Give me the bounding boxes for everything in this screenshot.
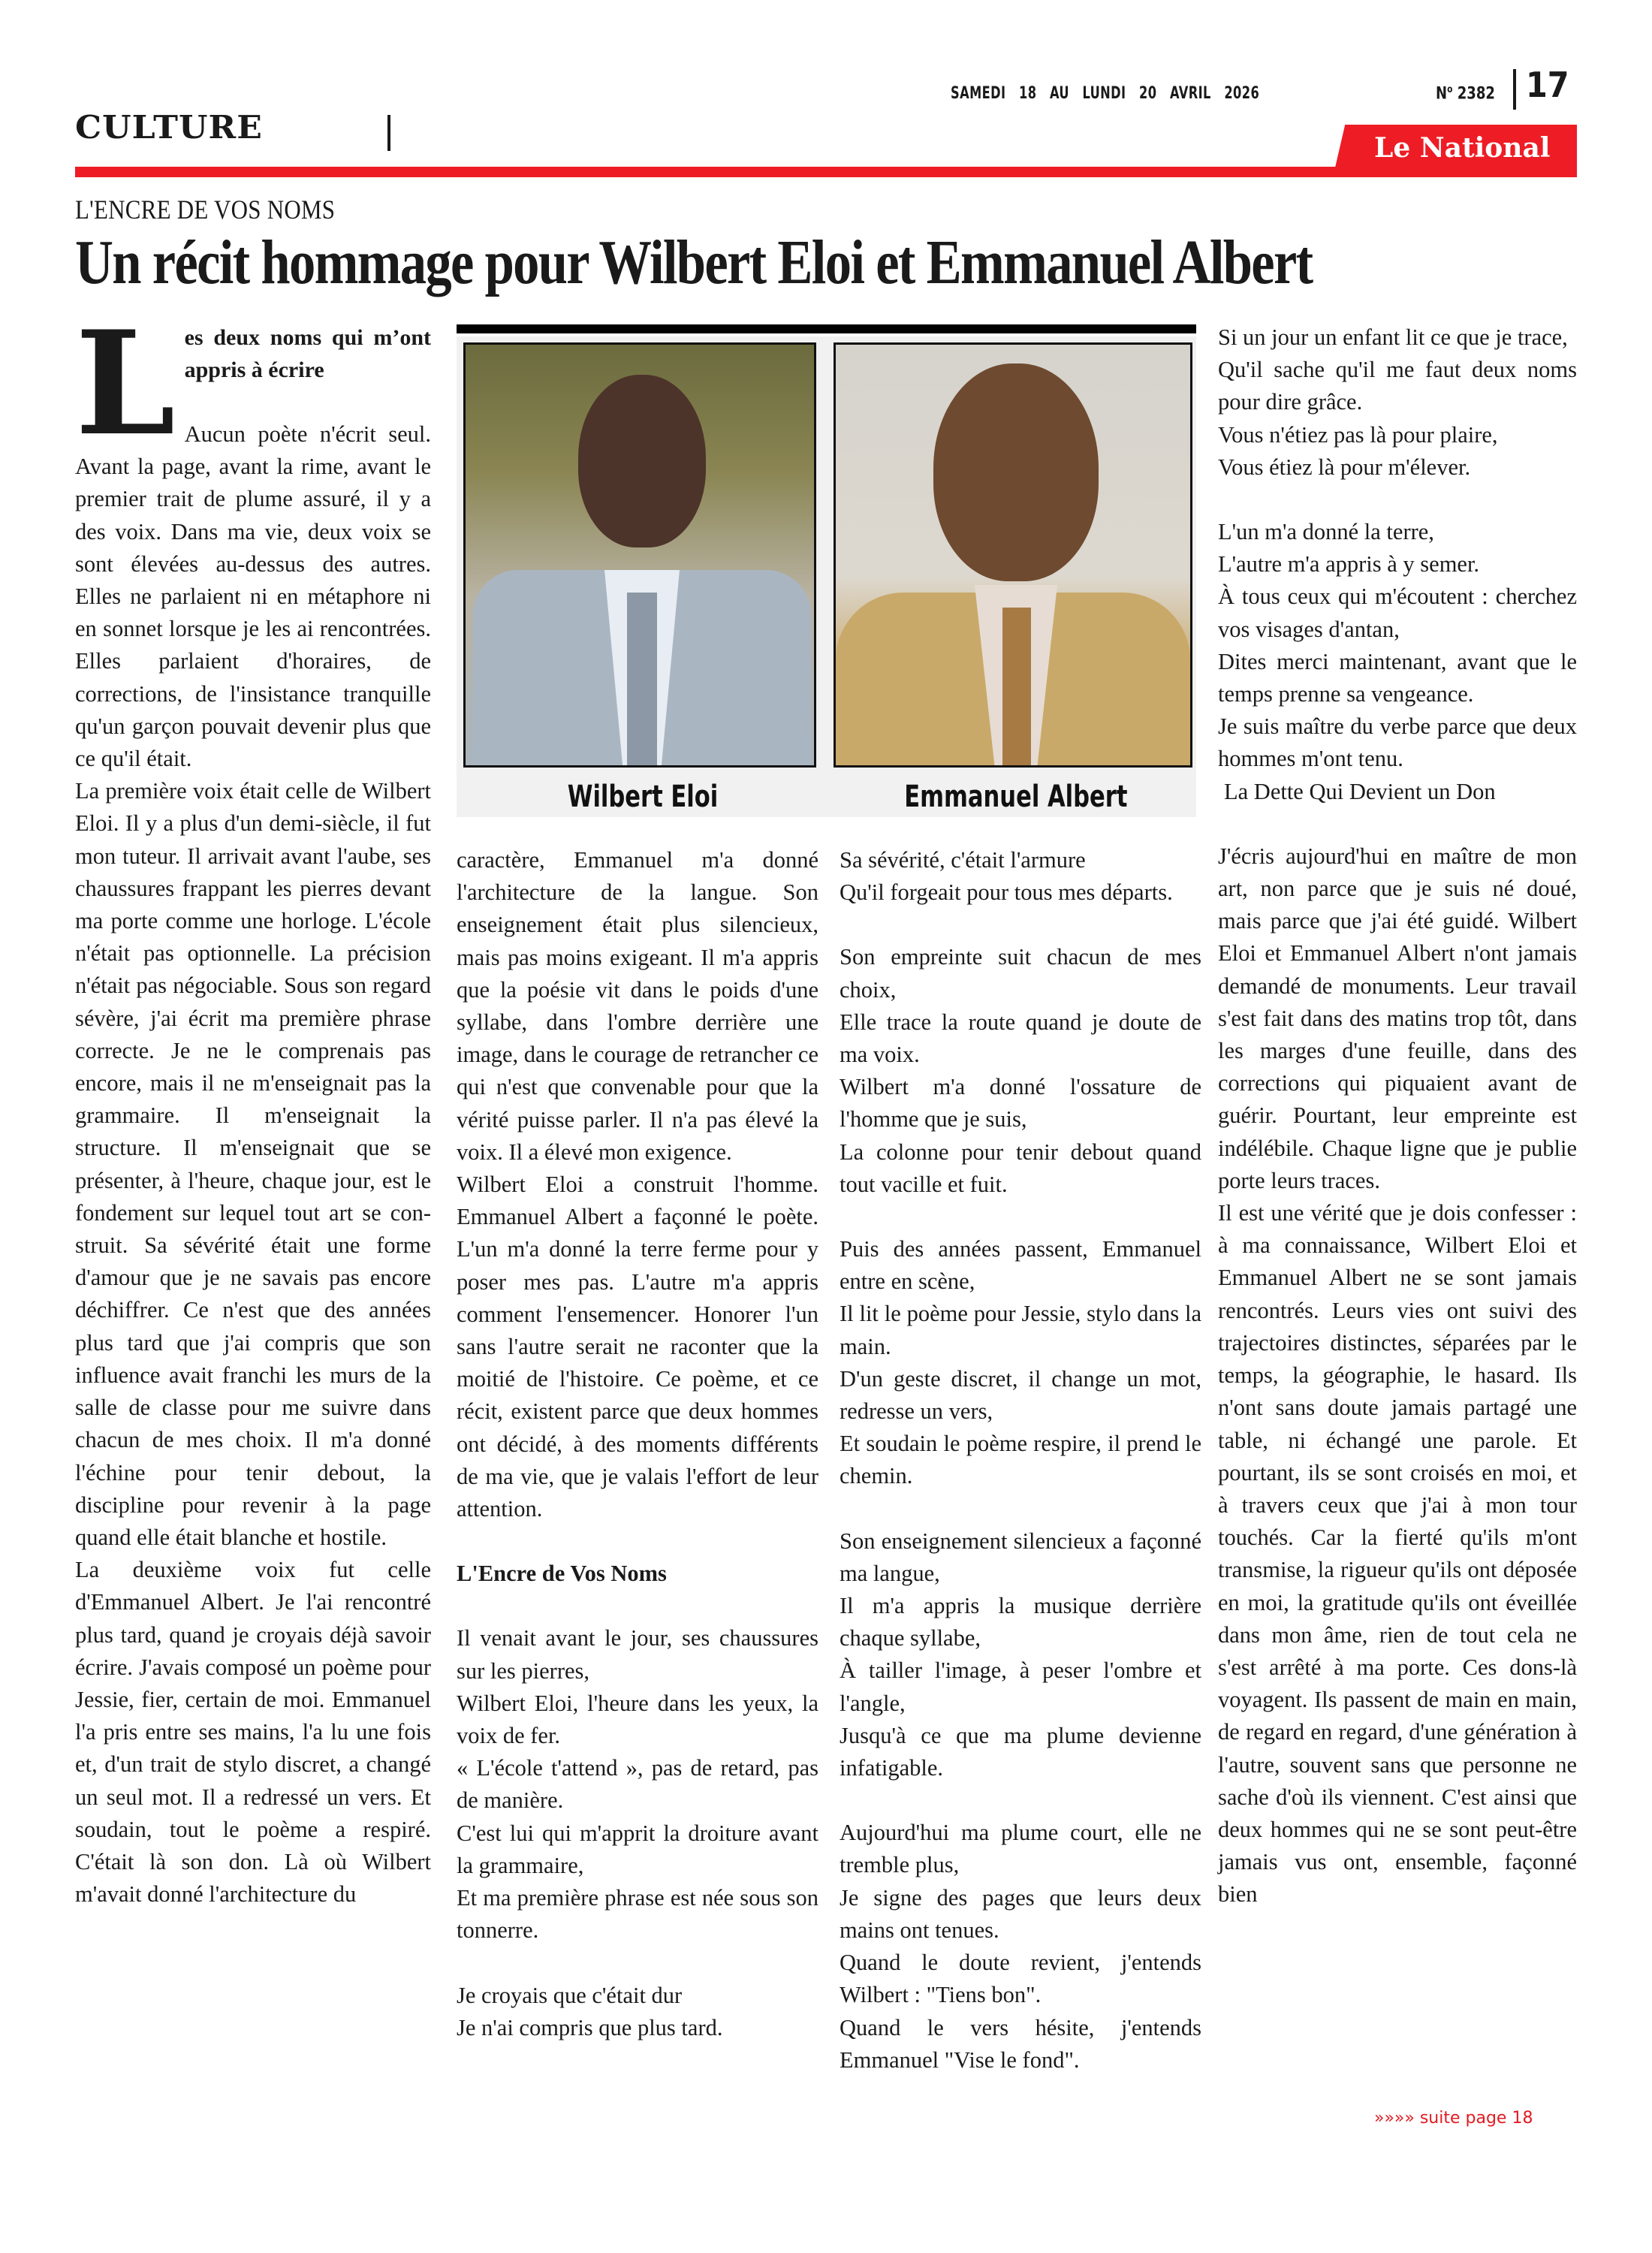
verse-line: Puis des années passent, Emmanuel entre en scène, — [840, 1236, 1201, 1295]
stanza — [840, 941, 1201, 1201]
verse-line: Son enseignement silencieux a façonné ma langue, — [840, 1528, 1201, 1586]
issue-prefix: N — [1436, 84, 1448, 104]
verse-line: « L'école t'attend », pas de retard, pas de manière. — [457, 1755, 818, 1814]
page-number: 17 — [1526, 65, 1569, 105]
spacer — [840, 909, 1201, 941]
spacer — [457, 1947, 818, 1980]
verse-line: Je croyais que c'était dur — [457, 1982, 683, 2008]
verse-line: Et soudain le poème respire, il prend le chemin. — [840, 1431, 1201, 1489]
verse-line: À tailler l'image, à peser l'ombre et l'angle, — [840, 1657, 1201, 1716]
continuation-link[interactable]: »»»» suite page 18 — [1374, 2109, 1533, 2128]
paragraph: La deuxième voix fut celle d'Emmanuel Albert. Je l'ai rencontré plus tard, quand je croyais déjà savoir écrire. J'avais composé un poème pour Jessie, fier, certain de moi. Emmanuel l'a pris entre ses mains, l'a lu une fois et, d'un trait de stylo discret, a changé un seul mot. Il a redressé un vers. Et soudain, tout le poème a respiré. C'était là son don. Là où Wilbert m'avait donné l'architecture du — [75, 1557, 431, 1908]
stanza — [1218, 516, 1577, 776]
verse-line: Je n'ai compris que plus tard. — [457, 2014, 723, 2040]
verse-line: L'autre m'a appris à y semer. — [1218, 551, 1480, 578]
photo-emmanuel-albert — [834, 342, 1192, 768]
verse-line: Jusqu'à ce que ma plume devienne infatigable. — [840, 1722, 1201, 1781]
verse-line: La colonne pour tenir debout quand tout vacille et fuit. — [840, 1139, 1201, 1197]
verse-line: Vous n'étiez pas là pour plaire, — [1218, 421, 1498, 448]
article-column-4 — [1218, 321, 1577, 1911]
photo-caption: Emmanuel Albert — [904, 780, 1128, 814]
spacer — [840, 1493, 1201, 1525]
photo-face — [578, 375, 706, 547]
verse-line: Qu'il forgeait pour tous mes départs. — [840, 879, 1173, 906]
dateline: SAMEDI 18 AU LUNDI 20 AVRIL 2026 — [951, 84, 1260, 103]
verse-line: Et ma première phrase est née sous son tonnerre. — [457, 1885, 818, 1944]
stanza — [457, 1622, 818, 1947]
verse-line: L'un m'a donné la terre, — [1218, 519, 1434, 545]
paragraph: J'écris aujourd'hui en maître de mon art, non parce que je suis né doué, mais parce que j'ai été guidé. Wilbert Eloi et Emmanuel Albert n'ont jamais demandé de monuments. Leur travail s'est fait dans des matins trop tôt, dans les marges d'une feuille, dans des corrections qui piquaient avant de guérir. Pourtant, leur empreinte est indélébile. Chaque ligne que je publie porte leurs traces. — [1218, 843, 1577, 1193]
article-column-1 — [75, 300, 431, 1911]
photo-face — [933, 363, 1099, 581]
section-divider — [387, 115, 390, 151]
spacer — [1218, 484, 1577, 516]
verse-line: À tous ceux qui m'écoutent : cherchez vos visages d'antan, — [1218, 584, 1577, 642]
article-kicker: L'ENCRE DE VOS NOMS — [75, 195, 336, 225]
verse-line: D'un geste discret, il change un mot, redresse un vers, — [840, 1365, 1201, 1425]
verse-line: Sa sévérité, c'était l'armure — [840, 847, 1086, 873]
verse-line: Il m'a appris la musique derrière chaque syllabe, — [840, 1593, 1201, 1651]
verse-line: Son empreinte suit chacun de mes choix, — [840, 944, 1201, 1003]
photo-top-rule — [457, 324, 1196, 333]
verse-line: Si un jour un enfant lit ce que je trace, — [1218, 324, 1568, 350]
paragraph: caractère, Emmanuel m'a donné l'architecture de la langue. Son enseignement était plus silencieux, mais pas moins exigeant. Il m'a appris que la poésie vit dans le poids d'une syllabe, dans l'ombre derrière une image, dans le courage de retrancher ce qui n'est que convenable pour que la vérité puisse parler. Il n'a pas élevé la voix. Il a élevé mon exigence. — [457, 847, 818, 1165]
paragraph: Aucun poète n'écrit seul. Avant la page, avant la rime, avant le premier trait de plume assuré, il y a des voix. Dans ma vie, deux voix se sont élevées au-dessus des autres. Elles ne parlaient ni en métaphore ni en sonnet lorsque je les ai rencontrées. Elles parlaient d'horaires, de corrections, de l'insistance tranquille qu'un garçon pouvait devenir plus que ce qu'il était. — [75, 421, 431, 772]
issue-number — [1436, 84, 1495, 103]
photo-tie — [1002, 608, 1031, 768]
folio-divider — [1513, 69, 1516, 110]
stanza — [840, 1525, 1201, 1785]
verse-line: Wilbert Eloi, l'heure dans les yeux, la voix de fer. — [457, 1690, 818, 1749]
photo-caption: Wilbert Eloi — [567, 780, 719, 814]
spacer — [1218, 808, 1577, 840]
verse-line: Wilbert m'a donné l'ossature de l'homme que je suis, — [840, 1074, 1201, 1133]
verse-line: Vous étiez là pour m'élever. — [1218, 454, 1471, 480]
article-column-3 — [840, 844, 1201, 2077]
paragraph: La première voix était celle de Wilbert Eloi. Il y a plus d'un demi-siècle, il fut mon tuteur. Il arrivait avant l'aube, ses chaussures frappant les pierres devant ma porte comme une horloge. L'école n'était pas optionnelle. La précision n'était pas négociable. Sous son regard sévère, j'ai écrit ma première phrase correcte. Je ne le comprenais pas encore, mais il ne m'enseignait pas la grammaire. Il m'enseignait la structure. Il m'enseignait que se présenter, à l'heure, chaque jour, est le fondement sur lequel tout art se construit. Sa sévérité était une forme d'amour que je ne savais pas encore déchiffrer. Ce n'est que des années plus tard que j'ai compris que son influence avait franchi les murs de la salle de classe pour me suivre dans chacun de mes choix. Il m'a donné l'échine pour tenir debout, la discipline pour revenir à la page quand elle était blanche et hostile. — [75, 778, 431, 1550]
stanza — [1218, 321, 1577, 484]
verse-line: Quand le vers hésite, j'entends Emmanuel "Vise le fond". — [840, 2014, 1201, 2073]
verse-line: Je signe des pages que leurs deux mains ont tenues. — [840, 1884, 1201, 1943]
verse-line: Quand le doute revient, j'entends Wilbert : "Tiens bon". — [840, 1950, 1201, 2008]
verse-line: Aujourd'hui ma plume court, elle ne tremble plus, — [840, 1820, 1201, 1878]
verse-line: C'est lui qui m'apprit la droiture avant la grammaire, — [457, 1820, 818, 1878]
article-column-2 — [457, 844, 818, 2044]
stanza — [840, 844, 1201, 909]
brand-logo: Le National — [1374, 132, 1551, 164]
spacer — [457, 1525, 818, 1558]
stanza — [840, 1233, 1201, 1493]
verse-line: Je suis maître du verbe parce que deux hommes m'ont tenu. — [1218, 713, 1577, 772]
paragraph: Wilbert Eloi a construit l'homme. Emmanuel Albert a façonné le poète. L'un m'a donné la terre ferme pour y poser mes pas. L'autre m'a appris comment l'ensemencer. Honorer l'un sans l'autre serait ne raconter que la moitié de l'histoire. Ce poème, et ce récit, existent parce que deux hommes ont décidé, à des moments différents de ma vie, que je valais l'effort de leur attention. — [457, 1172, 818, 1522]
spacer — [457, 1590, 818, 1622]
verse-line: Il lit le poème pour Jessie, stylo dans la main. — [840, 1301, 1201, 1359]
verse-line: Qu'il sache qu'il me faut deux noms pour dire grâce. — [1218, 357, 1577, 415]
photo-tie — [627, 593, 657, 768]
section-title: CULTURE — [75, 109, 263, 146]
photo-wilbert-eloi — [463, 342, 816, 768]
stanza — [840, 1817, 1201, 2077]
article-headline: Un récit hommage pour Wilbert Eloi et Emmanuel Albert — [75, 228, 1313, 297]
paragraph: Il est une vérité que je dois confesser : à ma connaissance, Wilbert Eloi et Emmanuel Albert ne se sont jamais rencontrés. Leurs vies ont suivi des trajectoires distinctes, séparées par le temps, la géographie, le hasard. Ils n'ont sans doute jamais partagé une table, ni échangé une parole. Et pourtant, ils se sont croisés en moi, et à travers ceux que j'ai à mon tour touchés. Car la fierté qu'ils m'ont transmise, la rigueur qu'ils ont déposée en moi, la gratitude qu'ils ont éveillée dans mon âme, rien de tout cela ne s'est arrêté à ma porte. Ces dons-là voyagent. Ils passent de main en main, de regard en regard, d'une génération à l'autre, souvent sans que personne ne sache d'où ils viennent. C'est ainsi que deux hommes qui ne se sont peut-être jamais vus ont, ensemble, façonné bien — [1218, 1200, 1577, 1908]
drop-cap: L — [75, 300, 176, 467]
verse-line: Dites merci maintenant, avant que le temps prenne sa vengeance. — [1218, 648, 1577, 707]
poem-title: L'Encre de Vos Noms — [457, 1561, 667, 1587]
article-lead: es deux noms qui m’ont appris à écrire — [184, 325, 431, 382]
section-subtitle: La Dette Qui Devient un Don — [1224, 778, 1496, 804]
spacer — [840, 1201, 1201, 1233]
spacer — [840, 1784, 1201, 1817]
verse-line: Elle trace la route quand je doute de ma voix. — [840, 1009, 1201, 1068]
photo-block — [457, 336, 1196, 817]
stanza — [457, 1980, 818, 2044]
issue-number-value: 2382 — [1457, 84, 1495, 104]
issue-sup: o — [1447, 84, 1453, 95]
verse-line: Il venait avant le jour, ses chaussures sur les pierres, — [457, 1625, 818, 1684]
